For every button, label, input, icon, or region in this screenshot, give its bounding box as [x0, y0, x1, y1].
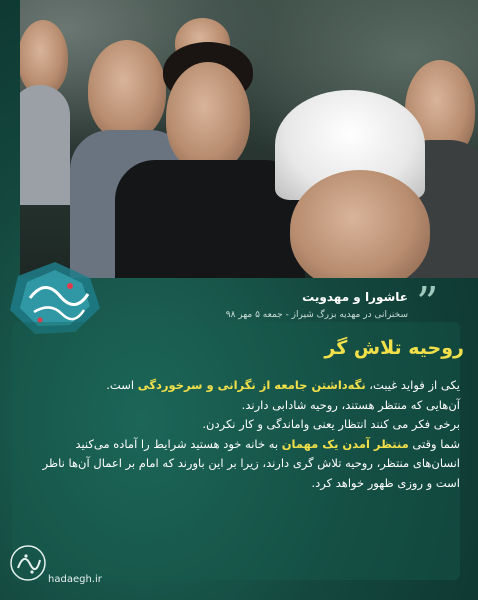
article-title: روحیه تلاش گر [324, 337, 464, 359]
quote-icon: ” [416, 278, 439, 329]
photo [20, 0, 478, 278]
hadaegh-logo [8, 538, 48, 588]
person-bald [88, 40, 166, 140]
highlight-2: منتظر آمدن یک مهمان [281, 436, 409, 451]
paragraph-1: یکی از فواید غیبت، نگه‌داشتن جامعه از نگرانی و سرخوردگی است. [106, 378, 460, 392]
article-body [35, 376, 460, 494]
person-center [166, 62, 250, 172]
highlight-1: نگه‌داشتن جامعه از نگرانی و سرخوردگی [137, 378, 366, 392]
paragraph-5: انسان‌های منتظر، روحیه تلاش گری دارند، زیرا بر این باورند که امام بر اعمال آن‌ها ناظر است و روزی ظهور خواهد کرد. [42, 456, 460, 490]
venue-line: سخنرانی در مهدیه بزرگ شیراز - جمعه ۵ مهر ۹۸ [225, 310, 408, 320]
website-link[interactable]: hadaegh.ir [48, 574, 102, 585]
paragraph-4: شما وقتی منتظر آمدن یک مهمان به خانه خود هستید شرایط را آماده می‌کنید [75, 436, 460, 451]
paragraph-3: برخی فکر می کنند انتظار یعنی واماندگی و کار نکردن. [202, 417, 460, 432]
paragraph-2: آن‌هایی که منتظر هستند، روحیه شادابی دارند. [241, 397, 460, 412]
person-left [20, 20, 68, 95]
person-right [290, 170, 430, 278]
topic-title: عاشورا و مهدویت [302, 290, 408, 304]
